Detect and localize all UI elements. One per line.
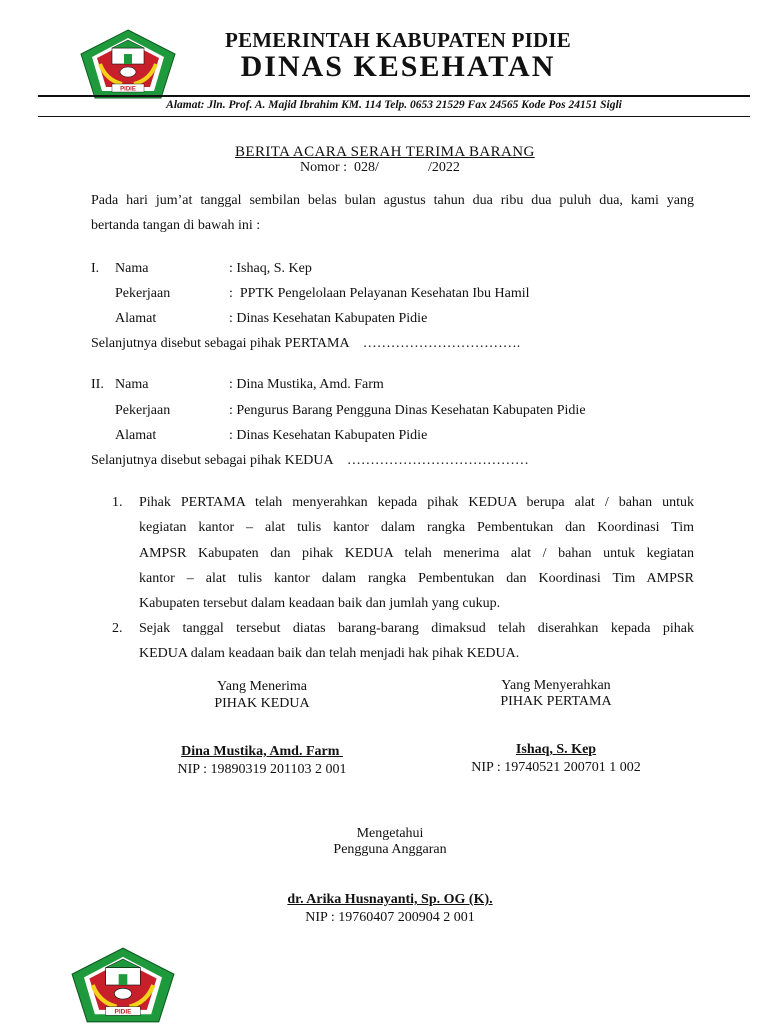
point-2-line-1: Sejak tanggal tersebut diatas barang-barang dimaksud telah diserahkan kepada pihak [139,621,694,636]
approver-role-1: Mengetahui [356,826,424,841]
giver-nip: NIP : 19740521 200701 1 002 [471,760,641,775]
intro-line-1: Pada hari jum’at tanggal sembilan belas bulan agustus tahun dua ribu dua puluh dua, kami yang [91,193,694,208]
party2-label-alamat: Alamat [115,428,157,443]
party2-numeral: II. [91,377,104,392]
party1-value-pekerjaan: : PPTK Pengelolaan Pelayanan Kesehatan Ibu Hamil [229,286,530,301]
party1-value-alamat: : Dinas Kesehatan Kabupaten Pidie [229,311,428,326]
party1-designation: Selanjutnya disebut sebagai pihak PERTAMA ……………………………. [91,336,521,351]
document-title: BERITA ACARA SERAH TERIMA BARANG [235,144,535,160]
point-1-line-4: kantor – alat tulis kantor dalam rangka Pembentukan dan Koordinasi Tim AMPSR [139,571,694,586]
point-1-line-3: AMPSR Kabupaten dan pihak KEDUA telah menerima alat / bahan untuk kegiatan [139,546,694,561]
party1-label-pekerjaan: Pekerjaan [115,286,171,301]
party1-label-nama: Nama [115,261,149,276]
intro-line-2: bertanda tangan di bawah ini : [91,218,261,233]
party1-label-alamat: Alamat [115,311,157,326]
party1-value-nama: : Ishaq, S. Kep [229,261,312,276]
giver-name: Ishaq, S. Kep [515,742,597,757]
approver-role-2: Pengguna Anggaran [333,842,447,857]
point-1-line-1: Pihak PERTAMA telah menyerahkan kepada pihak KEDUA berupa alat / bahan untuk [139,495,694,510]
approver-name: dr. Arika Husnayanti, Sp. OG (K). [287,892,493,907]
header-rule-bottom [38,116,750,117]
point-2-number: 2. [112,621,123,636]
logo-text: PIDIE [120,86,136,93]
pidie-logo-bottom [68,946,178,1024]
party2-value-pekerjaan: : Pengurus Barang Pengguna Dinas Kesehatan Kabupaten Pidie [229,403,586,418]
receiver-name: Dina Mustika, Amd. Farm [181,744,343,759]
pidie-logo [78,28,178,100]
approver-nip: NIP : 19760407 200904 2 001 [305,910,475,925]
logo-text-bottom: PIDIE [114,1008,132,1016]
party2-value-nama: : Dina Mustika, Amd. Farm [229,377,384,392]
header-agency: DINAS KESEHATAN [240,50,556,83]
header-address: Alamat: Jln. Prof. A. Majid Ibrahim KM. 114 Telp. 0653 21529 Fax 24565 Kode Pos 24151 Sigli [166,99,622,111]
point-1-line-2: kegiatan kantor – alat tulis kantor dalam rangka Pembentukan dan Koordinasi Tim [139,520,694,535]
header-government: PEMERINTAH KABUPATEN PIDIE [225,28,571,52]
point-2-line-2: KEDUA dalam keadaan baik dan telah menjadi hak pihak KEDUA. [139,646,520,661]
party2-label-pekerjaan: Pekerjaan [115,403,171,418]
giver-party: PIHAK PERTAMA [500,694,612,709]
header-rule-top [38,95,750,97]
party2-label-nama: Nama [115,377,149,392]
party2-designation: Selanjutnya disebut sebagai pihak KEDUA ………………………………… [91,453,529,468]
giver-role: Yang Menyerahkan [501,678,611,693]
receiver-party: PIHAK KEDUA [214,696,310,711]
receiver-role: Yang Menerima [217,679,307,694]
document-number: Nomor : 028/ /2022 [300,160,460,175]
party1-numeral: I. [91,261,100,276]
point-1-line-5: Kabupaten tersebut dalam keadaan baik dan jumlah yang cukup. [139,596,501,611]
point-1-number: 1. [112,495,123,510]
receiver-nip: NIP : 19890319 201103 2 001 [177,762,347,777]
party2-value-alamat: : Dinas Kesehatan Kabupaten Pidie [229,428,428,443]
